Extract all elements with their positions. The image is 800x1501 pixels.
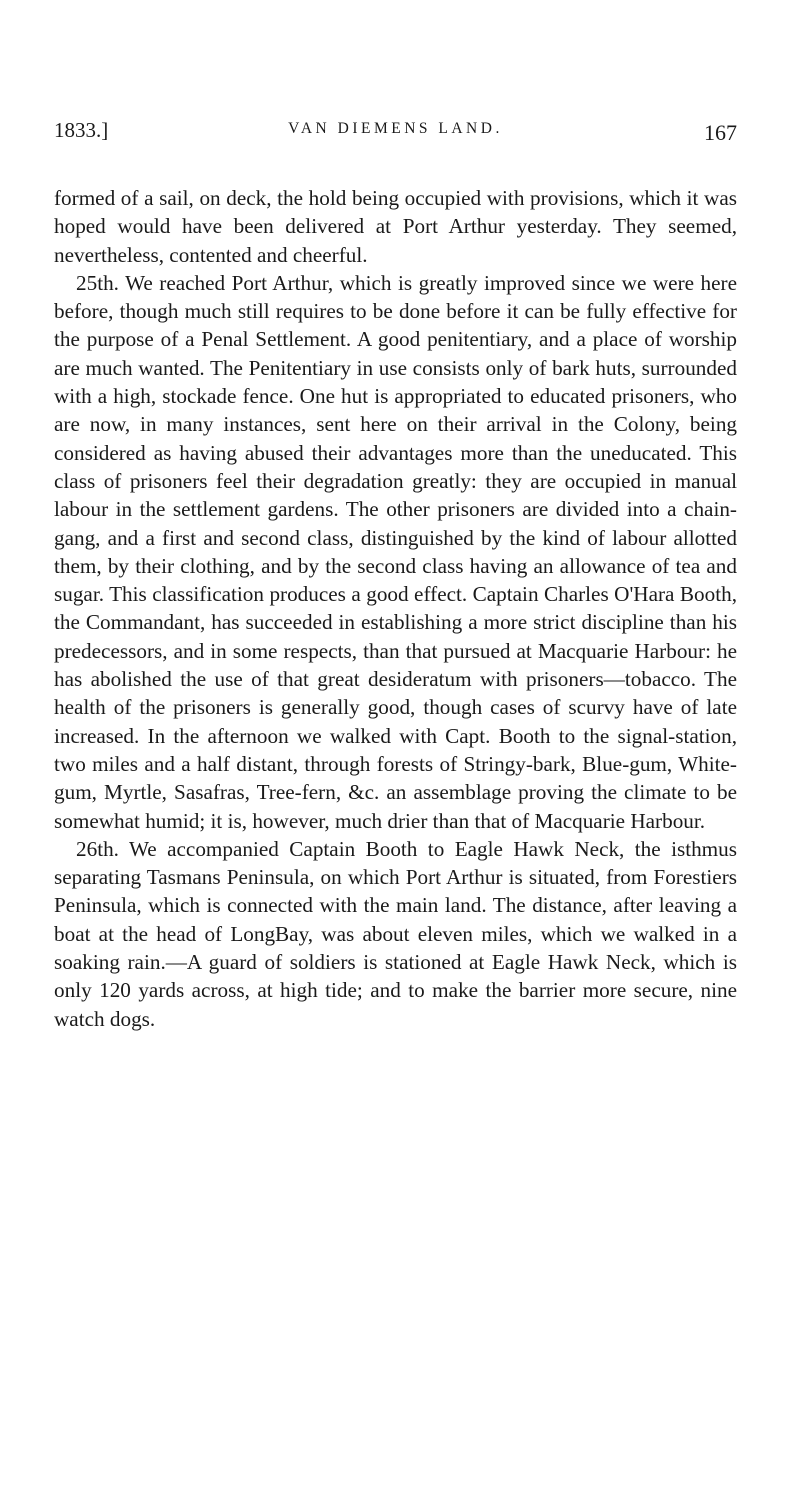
paragraph-25th: 25th. We reached Port Arthur, which is greatly improved since we were here before, though much still requires to be done before it can be fully effective for the purpose of a Penal Settlement. A good penitentiary, and a place of worship are much wanted. The Penitentiary in use consists only of bark huts, surrounded with a high, stockade fence. One hut is appropriated to educated prisoners, who are now, in many instances, sent here on their arrival in the Colony, being considered as having abused their advantages more than the uneducated. This class of prisoners feel their degradation greatly: they are occupied in manual labour in the settlement gardens. The other prisoners are divided into a chain-gang, and a first and second class, distinguished by the kind of labour allotted them, by their clothing, and by the second class having an allowance of tea and sugar. This classification produces a good effect. Captain Charles O'Hara Booth, the Commandant, has succeeded in establishing a more strict discipline than his predecessors, and in some respects, than that pursued at Macquarie Harbour: he has abolished the use of that great desideratum with prisoners—tobacco. The health of the prisoners is generally good, though cases of scurvy have of late increased. In the afternoon we walked with Capt. Booth to the signal-station, two miles and a half distant, through forests of Stringy-bark, Blue-gum, White-gum, Myrtle, Sasafras, Tree-fern, &c. an assemblage proving the climate to be somewhat humid; it is, however, much drier than that of Macquarie Harbour. — [54, 270, 737, 833]
page-number: 167 — [704, 120, 737, 145]
running-head-title: VAN DIEMENS LAND. — [288, 120, 503, 137]
book-page — [54, 118, 737, 1033]
running-head — [54, 118, 737, 158]
body-text — [54, 184, 737, 1033]
running-head-year: 1833.] — [54, 118, 109, 142]
paragraph-continuation: formed of a sail, on deck, the hold being occupied with provisions, which it was hoped would have been delivered at Port Arthur yesterday. They seemed, nevertheless, contented and cheerful. — [54, 186, 737, 267]
paragraph-26th: 26th. We accompanied Captain Booth to Eagle Hawk Neck, the isthmus separating Tasmans Peninsula, on which Port Arthur is situated, from Forestiers Peninsula, which is connected with the main land. The distance, after leaving a boat at the head of LongBay, was about eleven miles, which we walked in a soaking rain.—A guard of soldiers is stationed at Eagle Hawk Neck, which is only 120 yards across, at high tide; and to make the barrier more secure, nine watch dogs. — [54, 836, 737, 1031]
